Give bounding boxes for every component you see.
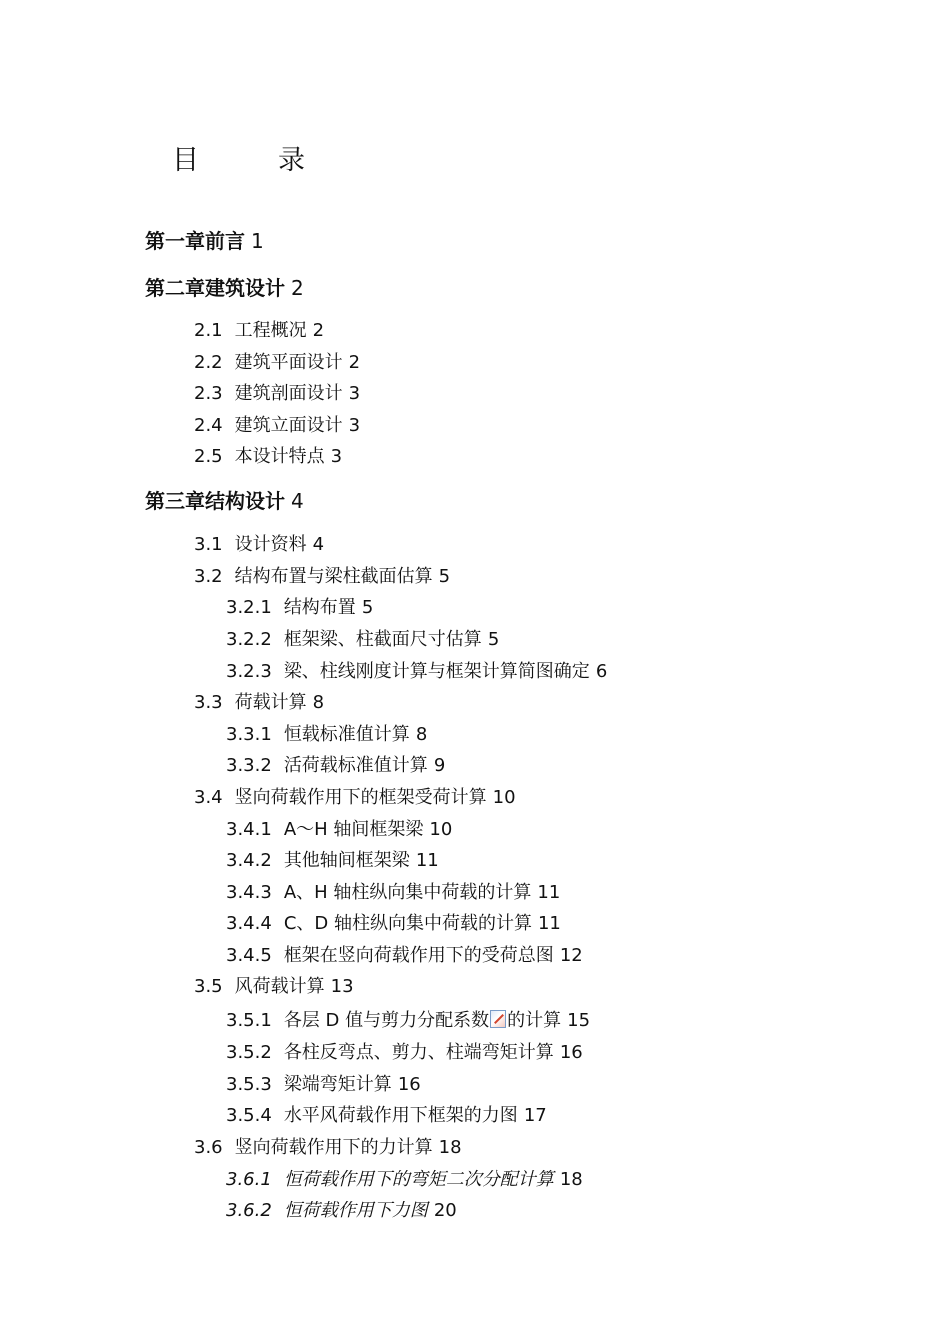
toc-entry[interactable] [194, 975, 354, 999]
toc-entry-number: 3.3.2 [226, 755, 272, 776]
toc-entry-page-number: 5 [487, 629, 500, 650]
toc-entry-label: 建筑立面设计 [234, 415, 343, 436]
toc-entry-number: 3.2.1 [226, 597, 272, 618]
toc-entry[interactable] [145, 489, 304, 513]
toc-entry-label: A、H 轴柱纵向集中荷载的计算 [283, 882, 532, 903]
toc-entry-page-number: 8 [312, 692, 325, 713]
toc-entry-label: 建筑平面设计 [234, 352, 343, 373]
toc-entry-number: 2.4 [194, 415, 223, 436]
toc-entry-label: 建筑剖面设计 [234, 383, 343, 404]
toc-entry[interactable] [194, 319, 324, 343]
toc-entry-page-number: 12 [559, 945, 583, 966]
toc-entry-number: 2.1 [194, 320, 223, 341]
toc-entry[interactable] [194, 533, 324, 557]
toc-entry[interactable] [226, 1009, 590, 1033]
toc-entry-label: 竖向荷载作用下的框架受荷计算 [234, 787, 487, 808]
toc-entry[interactable] [226, 849, 439, 873]
toc-entry-number: 3.5 [194, 976, 223, 997]
toc-entry[interactable] [226, 881, 560, 905]
toc-entry-number: 3.4.1 [226, 819, 272, 840]
toc-entry-number: 3.4.3 [226, 882, 272, 903]
toc-entry[interactable] [194, 351, 360, 375]
formula-image-icon [490, 1010, 506, 1028]
toc-title: 目 录 [172, 145, 331, 176]
toc-entry-label: 本设计特点 [234, 446, 325, 467]
toc-entry-page-number: 4 [312, 534, 325, 555]
toc-entry[interactable] [226, 944, 583, 968]
toc-entry[interactable] [194, 382, 360, 406]
toc-entry-page-number: 16 [397, 1074, 421, 1095]
toc-entry-page-number: 10 [492, 787, 516, 808]
toc-entry-label: 各柱反弯点、剪力、柱端弯矩计算 [283, 1042, 554, 1063]
toc-entry-label: C、D 轴柱纵向集中荷载的计算 [283, 913, 532, 934]
toc-entry-label-suffix: 的计算 [507, 1010, 562, 1031]
toc-entry-page-number: 20 [433, 1200, 457, 1221]
toc-entry-number: 2.2 [194, 352, 223, 373]
toc-entry-page-number: 11 [537, 882, 561, 903]
toc-entry-page-number: 13 [330, 976, 354, 997]
toc-entry-label: A～H 轴间框架梁 [283, 819, 424, 840]
toc-entry[interactable] [226, 628, 499, 652]
toc-entry-page-number: 6 [595, 661, 608, 682]
toc-entry-number: 3.5.1 [226, 1010, 272, 1031]
toc-entry-number: 2.3 [194, 383, 223, 404]
toc-entry-number: 3.4.5 [226, 945, 272, 966]
toc-entry-label: 风荷载计算 [234, 976, 325, 997]
toc-entry-page-number: 18 [438, 1137, 462, 1158]
toc-entry-number: 3.5.2 [226, 1042, 272, 1063]
toc-entry-page-number: 18 [559, 1169, 583, 1190]
toc-entry[interactable] [226, 818, 452, 842]
toc-entry-page-number: 8 [415, 724, 428, 745]
toc-entry-label: 结构布置与梁柱截面估算 [234, 566, 433, 587]
toc-entry-number: 3.6.2 [226, 1200, 272, 1221]
toc-entry-label: 工程概况 [234, 320, 307, 341]
toc-entry-label: 其他轴间框架梁 [283, 850, 410, 871]
toc-entry-number: 3.4 [194, 787, 223, 808]
toc-entry-page-number: 2 [291, 276, 304, 300]
toc-entry[interactable] [194, 414, 360, 438]
toc-entry-page-number: 17 [523, 1105, 547, 1126]
toc-entry-number: 3.5.4 [226, 1105, 272, 1126]
toc-entry-page-number: 11 [415, 850, 439, 871]
toc-entry-label: 竖向荷载作用下的力计算 [234, 1137, 433, 1158]
toc-entry-page-number: 9 [433, 755, 446, 776]
toc-entry[interactable] [226, 1073, 421, 1097]
toc-entry[interactable] [194, 445, 342, 469]
toc-entry[interactable] [226, 754, 445, 778]
toc-entry-label: 梁、柱线刚度计算与框架计算简图确定 [283, 661, 590, 682]
toc-entry-label: 第二章建筑设计 [145, 276, 285, 300]
toc-entry-page-number: 11 [537, 913, 561, 934]
toc-entry-number: 3.2.2 [226, 629, 272, 650]
toc-entry-label: 第三章结构设计 [145, 489, 285, 513]
toc-entry[interactable] [194, 1136, 462, 1160]
toc-entry[interactable] [194, 565, 450, 589]
toc-entry-label: 框架在竖向荷载作用下的受荷总图 [283, 945, 554, 966]
toc-entry[interactable] [226, 1168, 583, 1192]
toc-entry-page-number: 5 [361, 597, 374, 618]
toc-entry-label: 结构布置 [283, 597, 356, 618]
toc-entry-number: 3.2.3 [226, 661, 272, 682]
toc-entry-number: 3.4.4 [226, 913, 272, 934]
toc-entry[interactable] [194, 786, 516, 810]
toc-entry-page-number: 2 [348, 352, 361, 373]
toc-entry-page-number: 3 [330, 446, 343, 467]
toc-entry-page-number: 15 [567, 1010, 591, 1031]
toc-entry-label: 第一章前言 [145, 229, 245, 253]
toc-entry-label: 水平风荷载作用下框架的力图 [283, 1105, 518, 1126]
toc-entry[interactable] [226, 596, 373, 620]
toc-entry-label: 恒荷载作用下力图 [283, 1200, 428, 1221]
toc-entry[interactable] [226, 1199, 457, 1223]
toc-entry-number: 3.6.1 [226, 1169, 272, 1190]
toc-entry-number: 3.4.2 [226, 850, 272, 871]
toc-entry-number: 3.5.3 [226, 1074, 272, 1095]
toc-entry[interactable] [226, 660, 607, 684]
toc-entry-label: 荷载计算 [234, 692, 307, 713]
toc-entry-page-number: 1 [251, 229, 264, 253]
toc-entry-page-number: 5 [438, 566, 451, 587]
toc-entry-label: 活荷载标准值计算 [283, 755, 428, 776]
toc-entry-number: 3.6 [194, 1137, 223, 1158]
toc-entry-page-number: 16 [559, 1042, 583, 1063]
toc-entry[interactable] [145, 276, 304, 300]
toc-entry-number: 3.2 [194, 566, 223, 587]
toc-entry-label: 各层 D 值与剪力分配系数 [283, 1010, 490, 1031]
toc-entry-number: 3.3 [194, 692, 223, 713]
toc-entry[interactable] [145, 229, 264, 253]
toc-entry-number: 3.1 [194, 534, 223, 555]
toc-entry[interactable] [226, 723, 427, 747]
toc-entry[interactable] [226, 1041, 583, 1065]
toc-entry[interactable] [226, 1104, 547, 1128]
toc-entry-label: 框架梁、柱截面尺寸估算 [283, 629, 482, 650]
toc-entry-page-number: 3 [348, 383, 361, 404]
toc-entry-page-number: 4 [291, 489, 304, 513]
toc-entry[interactable] [194, 691, 324, 715]
toc-entry-page-number: 10 [429, 819, 453, 840]
toc-entry-label: 恒载标准值计算 [283, 724, 410, 745]
toc-entry-label: 梁端弯矩计算 [283, 1074, 392, 1095]
toc-entry[interactable] [226, 912, 561, 936]
toc-entry-number: 2.5 [194, 446, 223, 467]
toc-entry-number: 3.3.1 [226, 724, 272, 745]
toc-entry-page-number: 2 [312, 320, 325, 341]
toc-entry-page-number: 3 [348, 415, 361, 436]
toc-entry-label: 设计资料 [234, 534, 307, 555]
toc-entry-label: 恒荷载作用下的弯矩二次分配计算 [283, 1169, 554, 1190]
